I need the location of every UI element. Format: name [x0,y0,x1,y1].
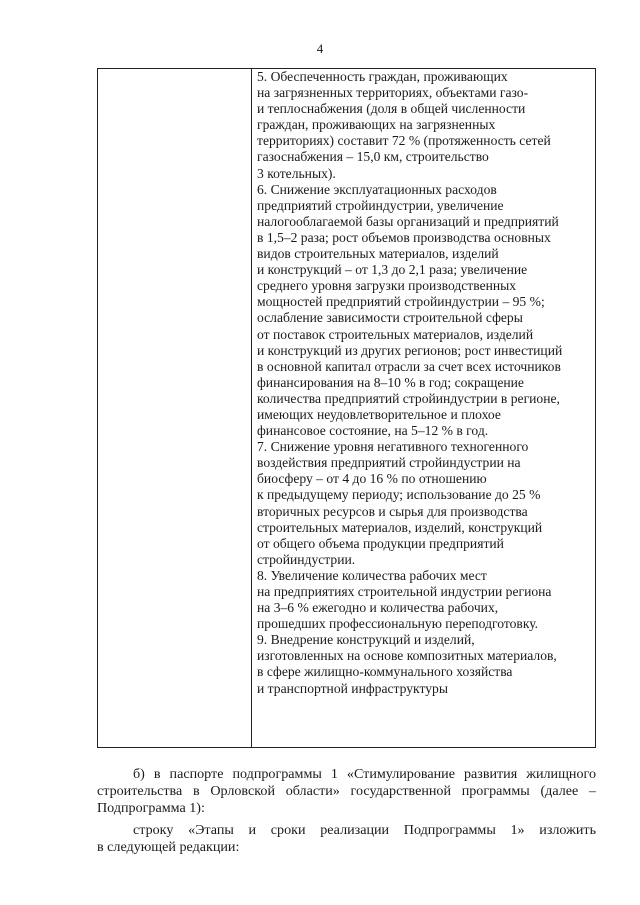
table-right-cell [257,69,591,697]
paragraph-line: в следующей редакции: [97,839,240,855]
table-line: 9. Внедрение конструкций и изделий, [257,632,475,648]
table-line: видов строительных материалов, изделий [257,246,499,262]
table-line: 3 котельных). [257,165,336,181]
table-line: вторичных ресурсов и сырья для производства [257,503,528,519]
table-column-divider [251,69,252,747]
passport-table [97,68,596,748]
table-line: имеющих неудовлетворительное и плохое [257,406,501,422]
table-line: предприятий стройиндустрии, увеличение [257,197,504,213]
table-line: финансовое состояние, на 5–12 % в год. [257,423,489,439]
table-line: воздействия предприятий стройиндустрии на [257,455,521,471]
table-line: территориях) составит 72 % (протяженность сетей [257,133,551,149]
table-line: ослабление зависимости строительной сферы [257,310,523,326]
table-line: и конструкций – от 1,3 до 2,1 раза; увеличение [257,262,528,278]
table-line: и теплоснабжения (доля в общей численности [257,101,526,117]
table-line: налогооблагаемой базы организаций и предприятий [257,213,559,229]
table-line: на загрязненных территориях, объектами газо- [257,85,529,101]
table-line: прошедших профессиональную переподготовку. [257,616,539,632]
table-line: от общего объема продукции предприятий [257,535,504,551]
table-line: и транспортной инфраструктуры [257,680,448,696]
table-line: 5. Обеспеченность граждан, проживающих [257,69,508,84]
table-line: среднего уровня загрузки производственных [257,278,517,294]
table-line: 7. Снижение уровня негативного техногенного [257,439,529,455]
table-line: в основной капитал отрасли за счет всех источников [257,358,561,374]
page-number: 4 [316,41,324,56]
table-line: на 3–6 % ежегодно и количества рабочих, [257,600,499,616]
table-line: стройиндустрии. [257,551,356,567]
table-line: от поставок строительных материалов, изделий [257,326,534,342]
paragraph-b [97,766,596,817]
table-line: к предыдущему периоду; использование до 25 % [257,487,541,503]
table-line: 6. Снижение эксплуатационных расходов [257,181,497,197]
table-line: количества предприятий стройиндустрии в регионе, [257,390,560,406]
table-line: строительных материалов, изделий, конструкций [257,519,543,535]
paragraph-line: строку «Этапы и сроки реализации Подпрограммы 1» изложить [133,822,596,838]
table-line: на предприятиях строительной индустрии региона [257,584,552,599]
table-line: граждан, проживающих на загрязненных [257,117,496,133]
table-line: мощностей предприятий стройиндустрии – 95 %; [257,294,545,310]
paragraph-c [97,822,596,856]
table-line: финансирования на 8–10 % в год; сокращение [257,374,524,390]
table-line: и конструкций из других регионов; рост инвестиций [257,342,563,358]
paragraph-line: Подпрограмма 1): [97,800,205,816]
table-line: в сфере жилищно-коммунального хозяйства [257,664,513,680]
paragraph-line: строительства в Орловской области» государственной программы (далее – [97,783,596,799]
table-line: изготовленных на основе композитных материалов, [257,648,557,664]
paragraph-line: б) в паспорте подпрограммы 1 «Стимулирование развития жилищного [133,766,596,782]
table-line: 8. Увеличение количества рабочих мест [257,567,487,583]
table-line: газоснабжения – 15,0 км, строительство [257,149,489,165]
table-line: в 1,5–2 раза; рост объемов производства основных [257,229,551,245]
table-line: биосферу – от 4 до 16 % по отношению [257,471,487,487]
